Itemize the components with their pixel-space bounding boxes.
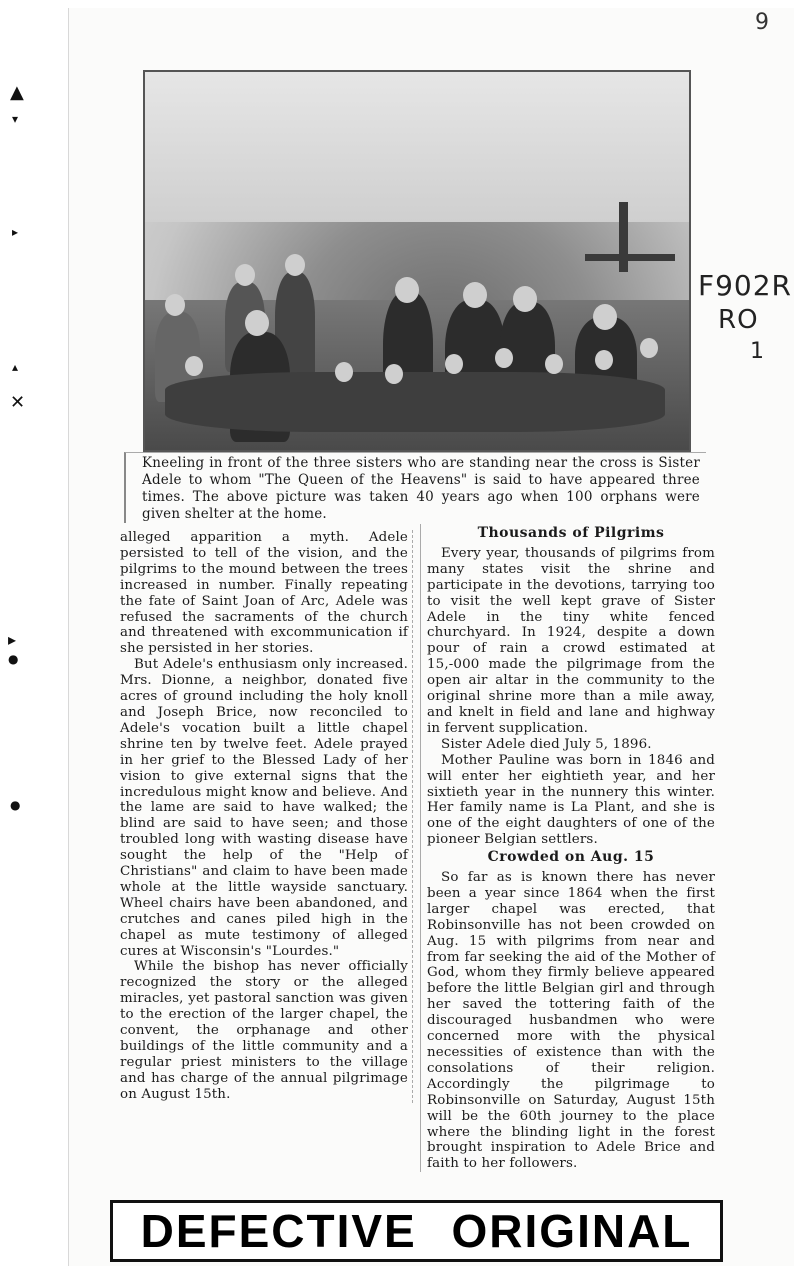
margin-tick-mark: ▾	[12, 112, 19, 126]
figure-head	[513, 286, 537, 312]
cross-arm	[585, 254, 675, 261]
paragraph: So far as is known there has never been a year since 1864 when the first larger chapel was erected, that Robinsonville has not been crowded on Aug. 15 with pilgrims from near and from far seeking the aid of the Mother of God, whom they firmly believe appeared before the little Belgian girl and through her saved the tottering faith of the discouraged husbandmen who were concerned more with the physical necessities of existence than with the consolations of their religion. Accordingly the pilgrimage to Robinsonville on Saturday, August 15th will be the 60th journey to the place where the blinding light in the forest brought inspiration to Adele Brice and faith to her followers.	[427, 870, 715, 1172]
article-column-right	[420, 524, 715, 1172]
figure-head	[285, 254, 305, 276]
figure-head	[640, 338, 658, 358]
figure-head	[593, 304, 617, 330]
handwritten-code: RO	[718, 305, 759, 336]
figure-head	[335, 362, 353, 382]
margin-tick-mark: ●	[10, 798, 21, 812]
handwritten-code: F902R	[698, 269, 793, 302]
figure-front-row	[165, 372, 665, 432]
figure-head	[165, 294, 185, 316]
figure-head	[463, 282, 487, 308]
figure-head	[235, 264, 255, 286]
figure-head	[495, 348, 513, 368]
margin-tick-mark: ▸	[12, 225, 19, 239]
page-number: 9	[755, 10, 769, 35]
figure-head	[595, 350, 613, 370]
margin-tick-mark: ▸	[8, 630, 17, 649]
handwritten-note	[698, 268, 798, 367]
margin-tick-mark: ✕	[10, 392, 26, 413]
photo-sky	[145, 72, 689, 222]
paragraph: alleged apparition a myth. Adele persisted to tell of the vision, and the pilgrims to the mound between the trees increased in number. Finally repeating the fate of Saint Joan of Arc, Adele was refused the sacraments of the church and threatened with excommunication if she persisted in her stories.	[120, 530, 408, 657]
article-column-left	[120, 530, 413, 1103]
figure-head	[445, 354, 463, 374]
figure-head	[545, 354, 563, 374]
paragraph: But Adele's enthusiasm only increased. Mrs. Dionne, a neighbor, donated five acres of ground including the holy knoll and Joseph Brice, now reconciled to Adele's vocation built a little chapel shrine ten by twelve feet. Adele prayed in her grief to the Blessed Lady of her vision to give external signs that the incredulous might know and believe. And the lame are said to have walked; the blind are said to have seen; and those troubled long with wasting disease have sought the help of the "Help of Christians" and claim to have been made whole at the little wayside sanctuary. Wheel chairs have been abandoned, and crutches and canes piled high in the chapel as mute testimony of alleged cures at Wisconsin's "Lourdes."	[120, 657, 408, 959]
margin-tick-mark: ▴	[12, 360, 19, 374]
paragraph: Mother Pauline was born in 1846 and will enter her eightieth year, and her sixtieth year in the nunnery this winter. Her family name is La Plant, and she is one of the eight daughters of one of the pioneer Belgian settlers.	[427, 752, 715, 848]
photo-caption: Kneeling in front of the three sisters who are standing near the cross is Sister Adele to whom "The Queen of the Heavens" is said to have appeared three times. The above picture was taken 40 years ago when 100 orphans were given shelter at the home.	[124, 452, 706, 523]
paragraph: Every year, thousands of pilgrims from many states visit the shrine and participate in the devotions, tarrying too to visit the well kept grave of Sister Adele in the tiny white fenced churchyard. In 1924, despite a down pour of rain a crowd estimated at 15,-000 made the pilgrimage from the open air altar in the community to the original shrine more than a mile away, and knelt in field and lane and highway in fervent supplication.	[427, 545, 715, 736]
margin-tick-mark: ●	[8, 652, 19, 666]
section-heading: Crowded on Aug. 15	[487, 849, 655, 866]
handwritten-code: 1	[750, 339, 765, 365]
figure-head	[185, 356, 203, 376]
figure-head	[395, 277, 419, 303]
paragraph: While the bishop has never officially recognized the story or the alleged miracles, yet pastoral sanction was given to the erection of the larger chapel, the convent, the orphanage and other buildings of the little community and a regular priest ministers to the village and has charge of the annual pilgrimage on August 15th.	[120, 959, 408, 1102]
cross-icon	[619, 202, 628, 272]
newspaper-photo	[143, 70, 691, 452]
defective-original-stamp: DEFECTIVE ORIGINAL	[110, 1200, 723, 1262]
paragraph: Sister Adele died July 5, 1896.	[441, 736, 652, 752]
section-heading: Thousands of Pilgrims	[477, 525, 665, 541]
figure-head	[385, 364, 403, 384]
figure-head	[245, 310, 269, 336]
margin-arrow-mark: ▲	[10, 82, 24, 103]
